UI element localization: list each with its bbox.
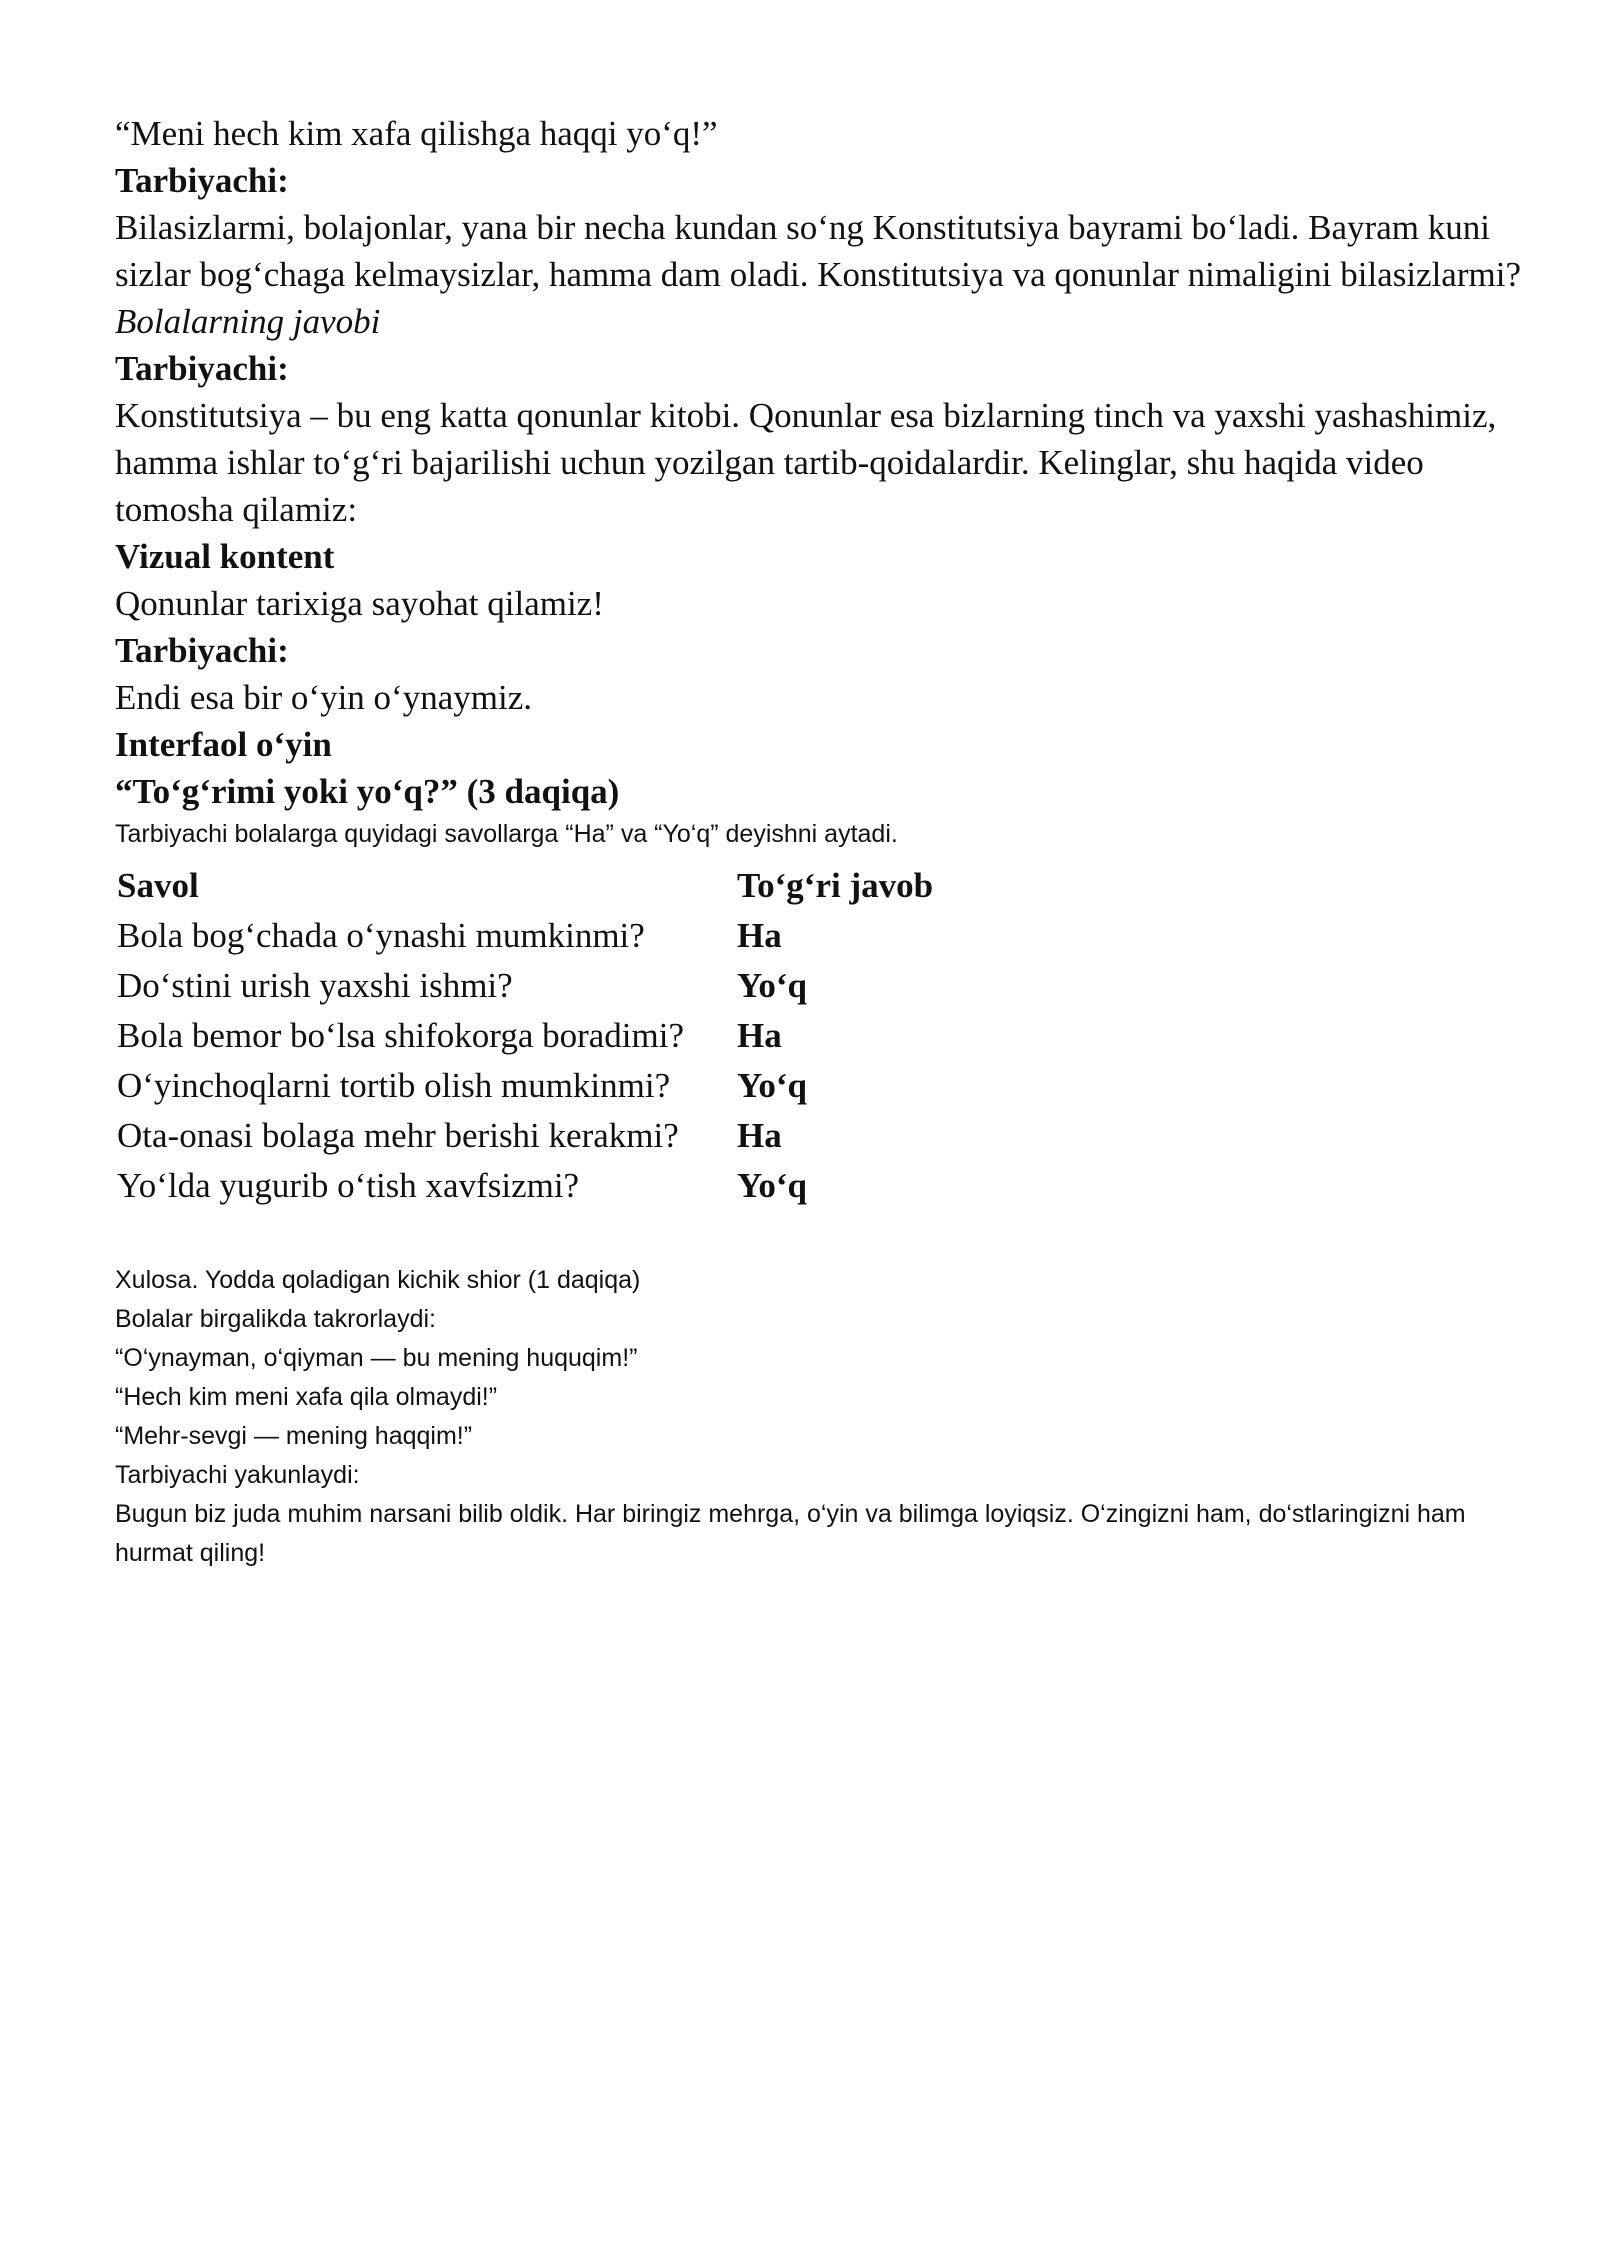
table-row	[117, 1161, 933, 1211]
conclusion-section	[115, 1261, 1535, 1573]
quote-line: “Meni hech kim xafa qilishga haqqi yo‘q!”	[115, 114, 718, 153]
slogan-line: “O‘ynayman, o‘qiyman — bu mening huquqim!”	[115, 1344, 638, 1372]
visual-text: Qonunlar tarixiga sayohat qilamiz!	[115, 584, 604, 623]
children-answer: Bolalarning javobi	[115, 302, 381, 341]
closing-text: Bugun biz juda muhim narsani bilib oldik. Har biringiz mehrga, o‘yin va bilimga loyiqsiz. O‘zingizni ham, do‘stlaringizni ham hurmat qiling!	[115, 1500, 1466, 1567]
conclusion-title: Xulosa. Yodda qoladigan kichik shior (1 daqiqa)	[115, 1266, 641, 1294]
paragraph: Bilasizlarmi, bolajonlar, yana bir necha kundan so‘ng Konstitutsiya bayrami bo‘ladi. Bayram kuni sizlar bog‘chaga kelmaysizlar, hamma dam oladi. Konstitutsiya va qonunlar nimaligini bilasizlarmi?	[115, 208, 1521, 294]
table-row	[117, 961, 933, 1011]
table-row	[117, 1061, 933, 1111]
closing-label: Tarbiyachi yakunlaydi:	[115, 1461, 360, 1489]
table-row	[117, 1111, 933, 1161]
section-heading-visual: Vizual kontent	[115, 537, 335, 576]
paragraph: Konstitutsiya – bu eng katta qonunlar kitobi. Qonunlar esa bizlarning tinch va yaxshi yashashimiz, hamma ishlar to‘g‘ri bajarilishi uchun yozilgan tartib-qoidalardir. Kelinglar, shu haqida video tomosha qilamiz:	[115, 396, 1497, 529]
table-row	[117, 911, 933, 961]
question-answer-table	[117, 861, 933, 1211]
game-instruction: Tarbiyachi bolalarga quyidagi savollarga “Ha” va “Yo‘q” deyishni aytadi.	[115, 820, 898, 848]
question-cell: Yo‘lda yugurib o‘tish xavfsizmi?	[117, 1166, 580, 1205]
speaker-label: Tarbiyachi:	[115, 349, 289, 388]
slogan-line: “Hech kim meni xafa qila olmaydi!”	[115, 1383, 498, 1411]
speaker-label: Tarbiyachi:	[115, 631, 289, 670]
answer-cell: Ha	[737, 1016, 782, 1055]
answer-cell: Yo‘q	[737, 966, 808, 1005]
answer-cell: Ha	[737, 1116, 782, 1155]
question-cell: O‘yinchoqlarni tortib olish mumkinmi?	[117, 1066, 671, 1105]
game-intro: Endi esa bir o‘yin o‘ynaymiz.	[115, 678, 532, 717]
answer-cell: Ha	[737, 916, 782, 955]
question-cell: Bola bemor bo‘lsa shifokorga boradimi?	[117, 1016, 685, 1055]
question-cell: Ota-onasi bolaga mehr berishi kerakmi?	[117, 1116, 679, 1155]
section-heading-game: Interfaol o‘yin	[115, 725, 332, 764]
game-title: “To‘g‘rimi yoki yo‘q?” (3 daqiqa)	[115, 772, 620, 811]
question-cell: Bola bog‘chada o‘ynashi mumkinmi?	[117, 916, 645, 955]
table-header-row	[117, 861, 933, 911]
document-page	[115, 110, 1535, 1573]
column-header-question: Savol	[117, 866, 199, 905]
conclusion-intro: Bolalar birgalikda takrorlaydi:	[115, 1305, 436, 1333]
question-cell: Do‘stini urish yaxshi ishmi?	[117, 966, 513, 1005]
table-row	[117, 1011, 933, 1061]
answer-cell: Yo‘q	[737, 1166, 808, 1205]
slogan-line: “Mehr-sevgi — mening haqqim!”	[115, 1422, 473, 1450]
column-header-answer: To‘g‘ri javob	[737, 866, 934, 905]
speaker-label: Tarbiyachi:	[115, 161, 289, 200]
answer-cell: Yo‘q	[737, 1066, 808, 1105]
